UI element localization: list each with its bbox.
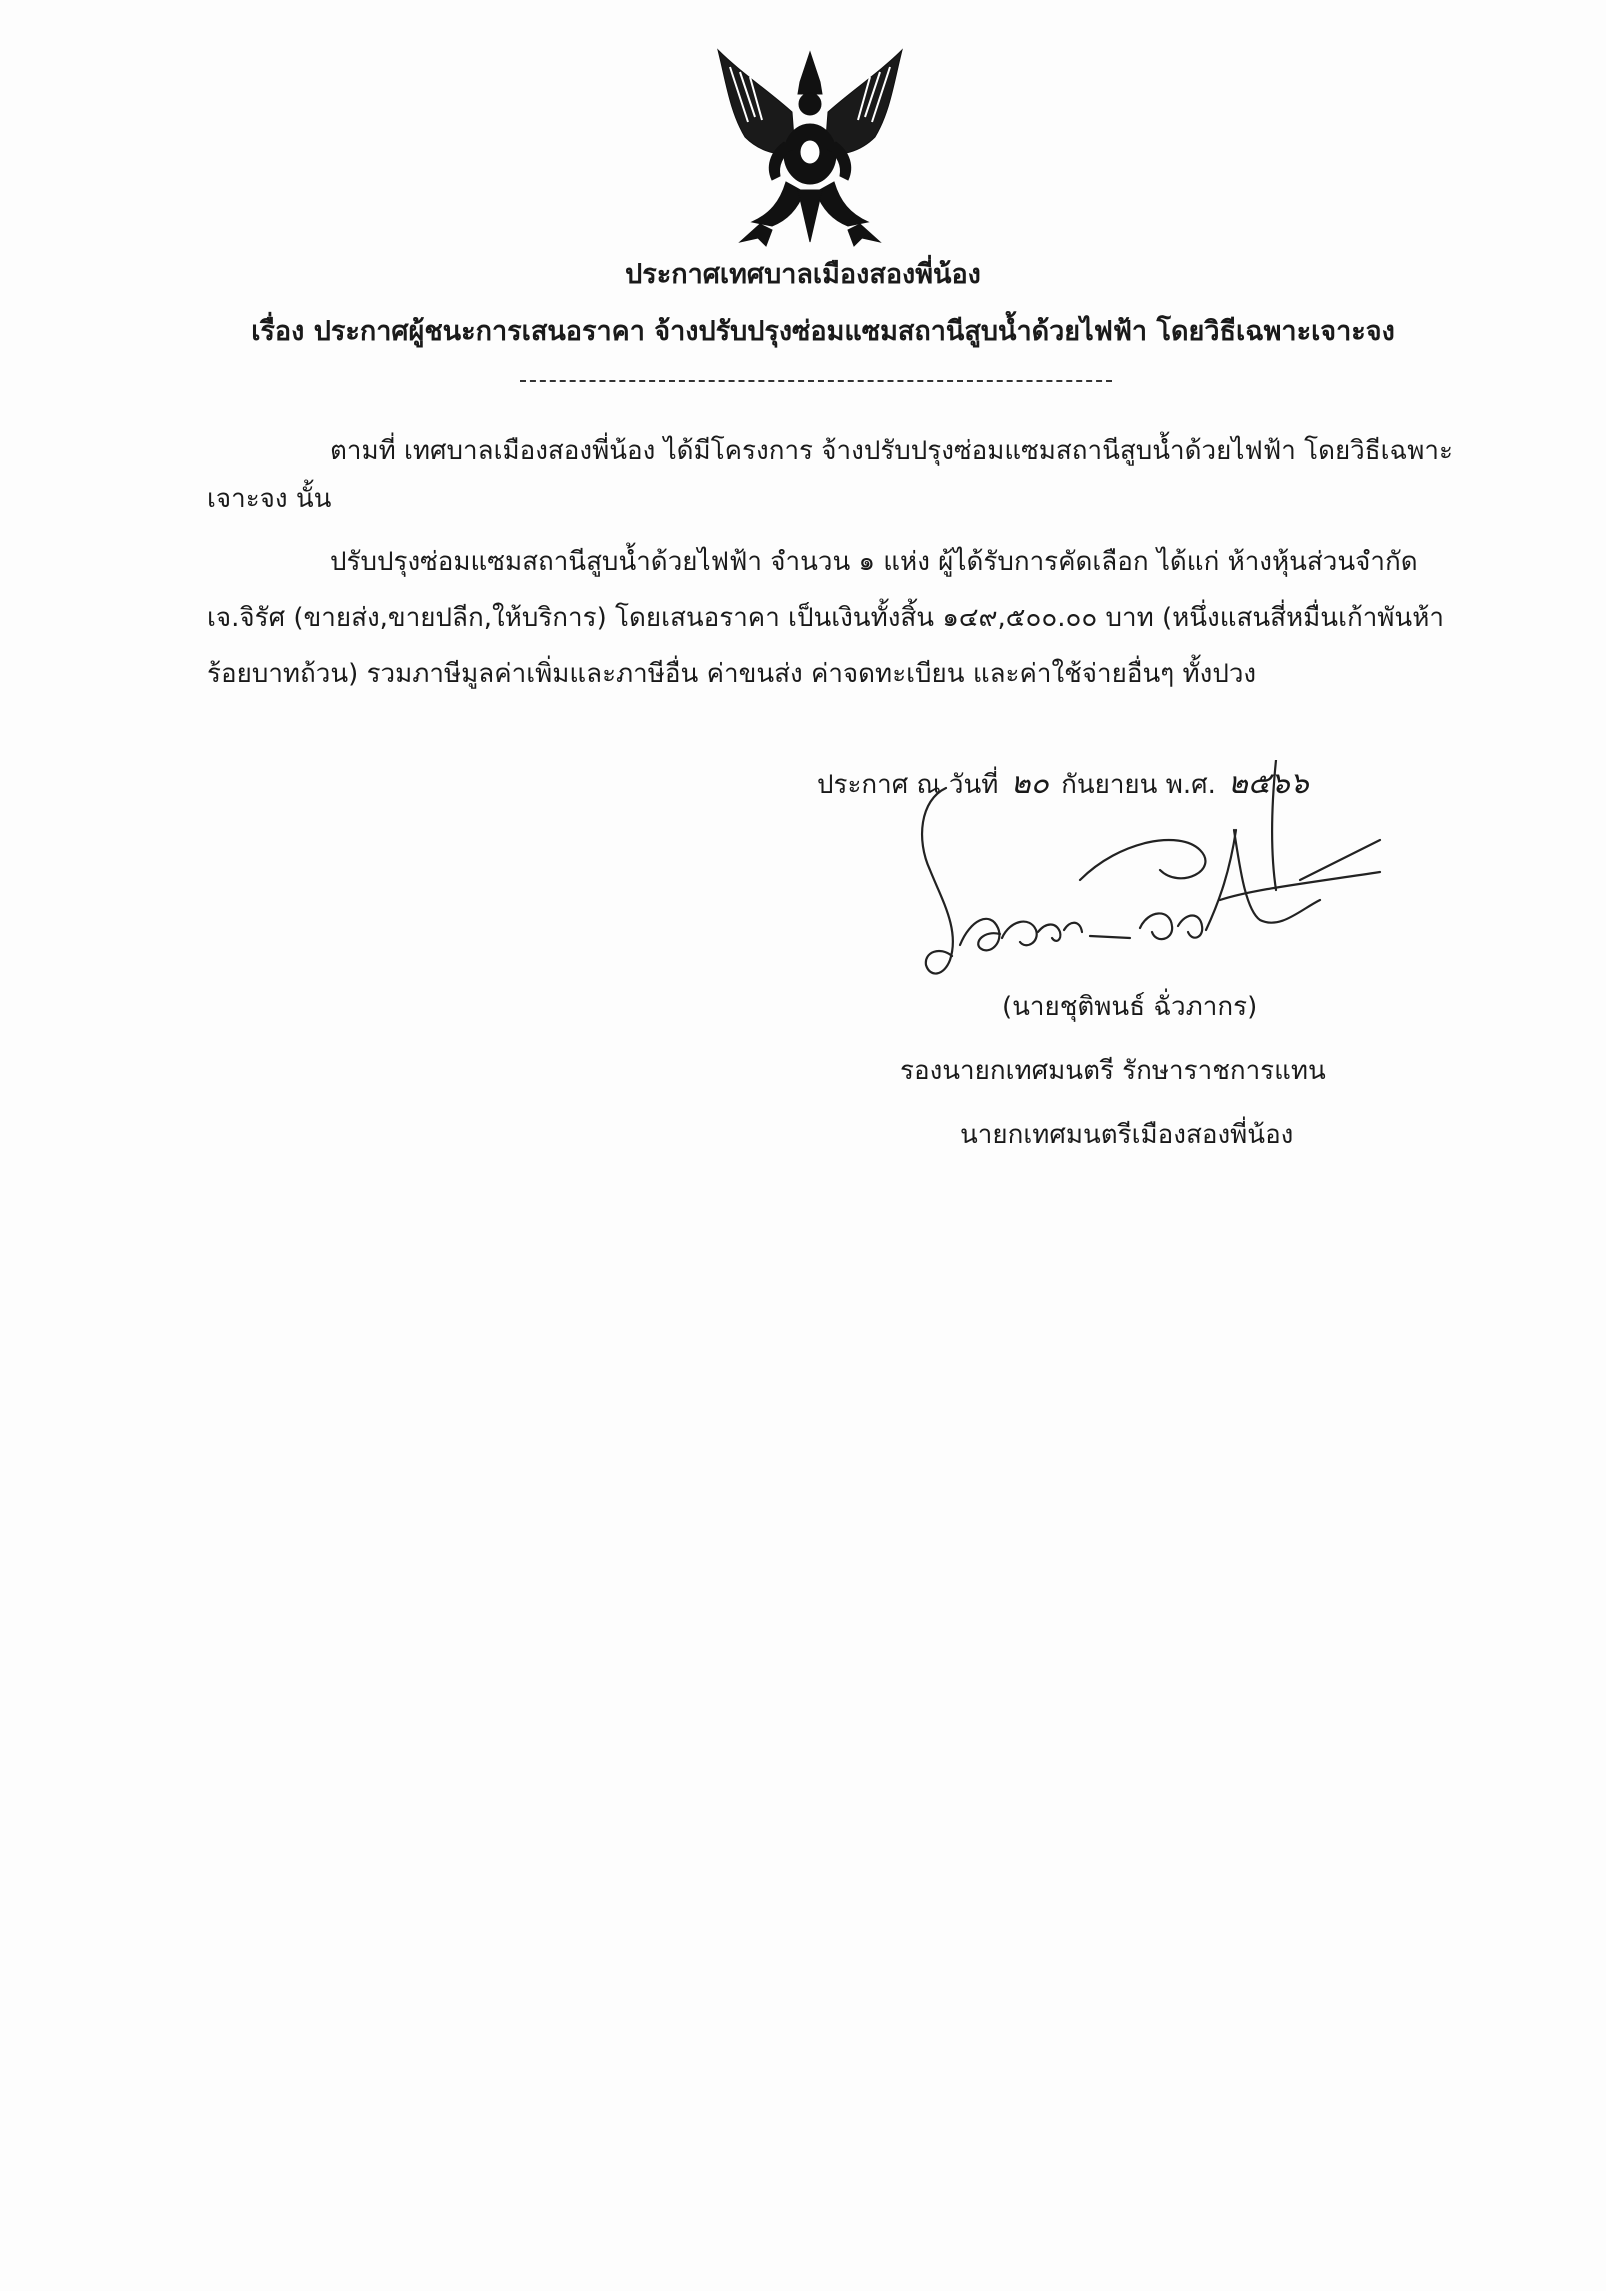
paragraph-2-line-3: ร้อยบาทถ้วน) รวมภาษีมูลค่าเพิ่มและภาษีอื่น ค่าขนส่ง ค่าจดทะเบียน และค่าใช้จ่ายอื่นๆ ทั้งปวง [207,659,1257,689]
date-year: ๒๕๖๖ [1228,766,1309,801]
date-day: ๒๐ [1010,766,1049,801]
page-title: ประกาศเทศบาลเมืองสองพี่น้อง [625,259,981,290]
signer-position-1: รองนายกเทศมนตรี รักษาราชการแทน [900,1056,1326,1086]
paragraph-2-line-2: เจ.จิรัศ (ขายส่ง,ขายปลีก,ให้บริการ) โดยเสนอราคา เป็นเงินทั้งสิ้น ๑๔๙,๕๐๐.๐๐ บาท (หนึ่งแสนสี่หมื่นเก้าพันห้า [207,603,1444,633]
handwritten-signature [880,760,1400,990]
date-prefix: ประกาศ ณ วันที่ [817,770,999,800]
paragraph-2-line-1: ปรับปรุงซ่อมแซมสถานีสูบน้ำด้วยไฟฟ้า จำนวน ๑ แห่ง ผู้ได้รับการคัดเลือก ได้แก่ ห้างหุ้นส่วนจำกัด [330,547,1418,577]
garuda-emblem-icon [700,42,920,252]
paragraph-1-line-2: เจาะจง นั้น [207,484,332,514]
signer-name: (นายชุติพนธ์ ฉั่วภากร) [1002,992,1258,1022]
paragraph-1-line-1: ตามที่ เทศบาลเมืองสองพี่น้อง ได้มีโครงการ จ้างปรับปรุงซ่อมแซมสถานีสูบน้ำด้วยไฟฟ้า โดยวิธีเฉพาะ [330,436,1453,466]
subject-line: เรื่อง ประกาศผู้ชนะการเสนอราคา จ้างปรับปรุงซ่อมแซมสถานีสูบน้ำด้วยไฟฟ้า โดยวิธีเฉพาะเจาะจง [251,316,1395,347]
signer-position-2: นายกเทศมนตรีเมืองสองพี่น้อง [960,1120,1294,1150]
date-month: กันยายน พ.ศ. [1061,770,1216,800]
divider [520,380,1112,382]
